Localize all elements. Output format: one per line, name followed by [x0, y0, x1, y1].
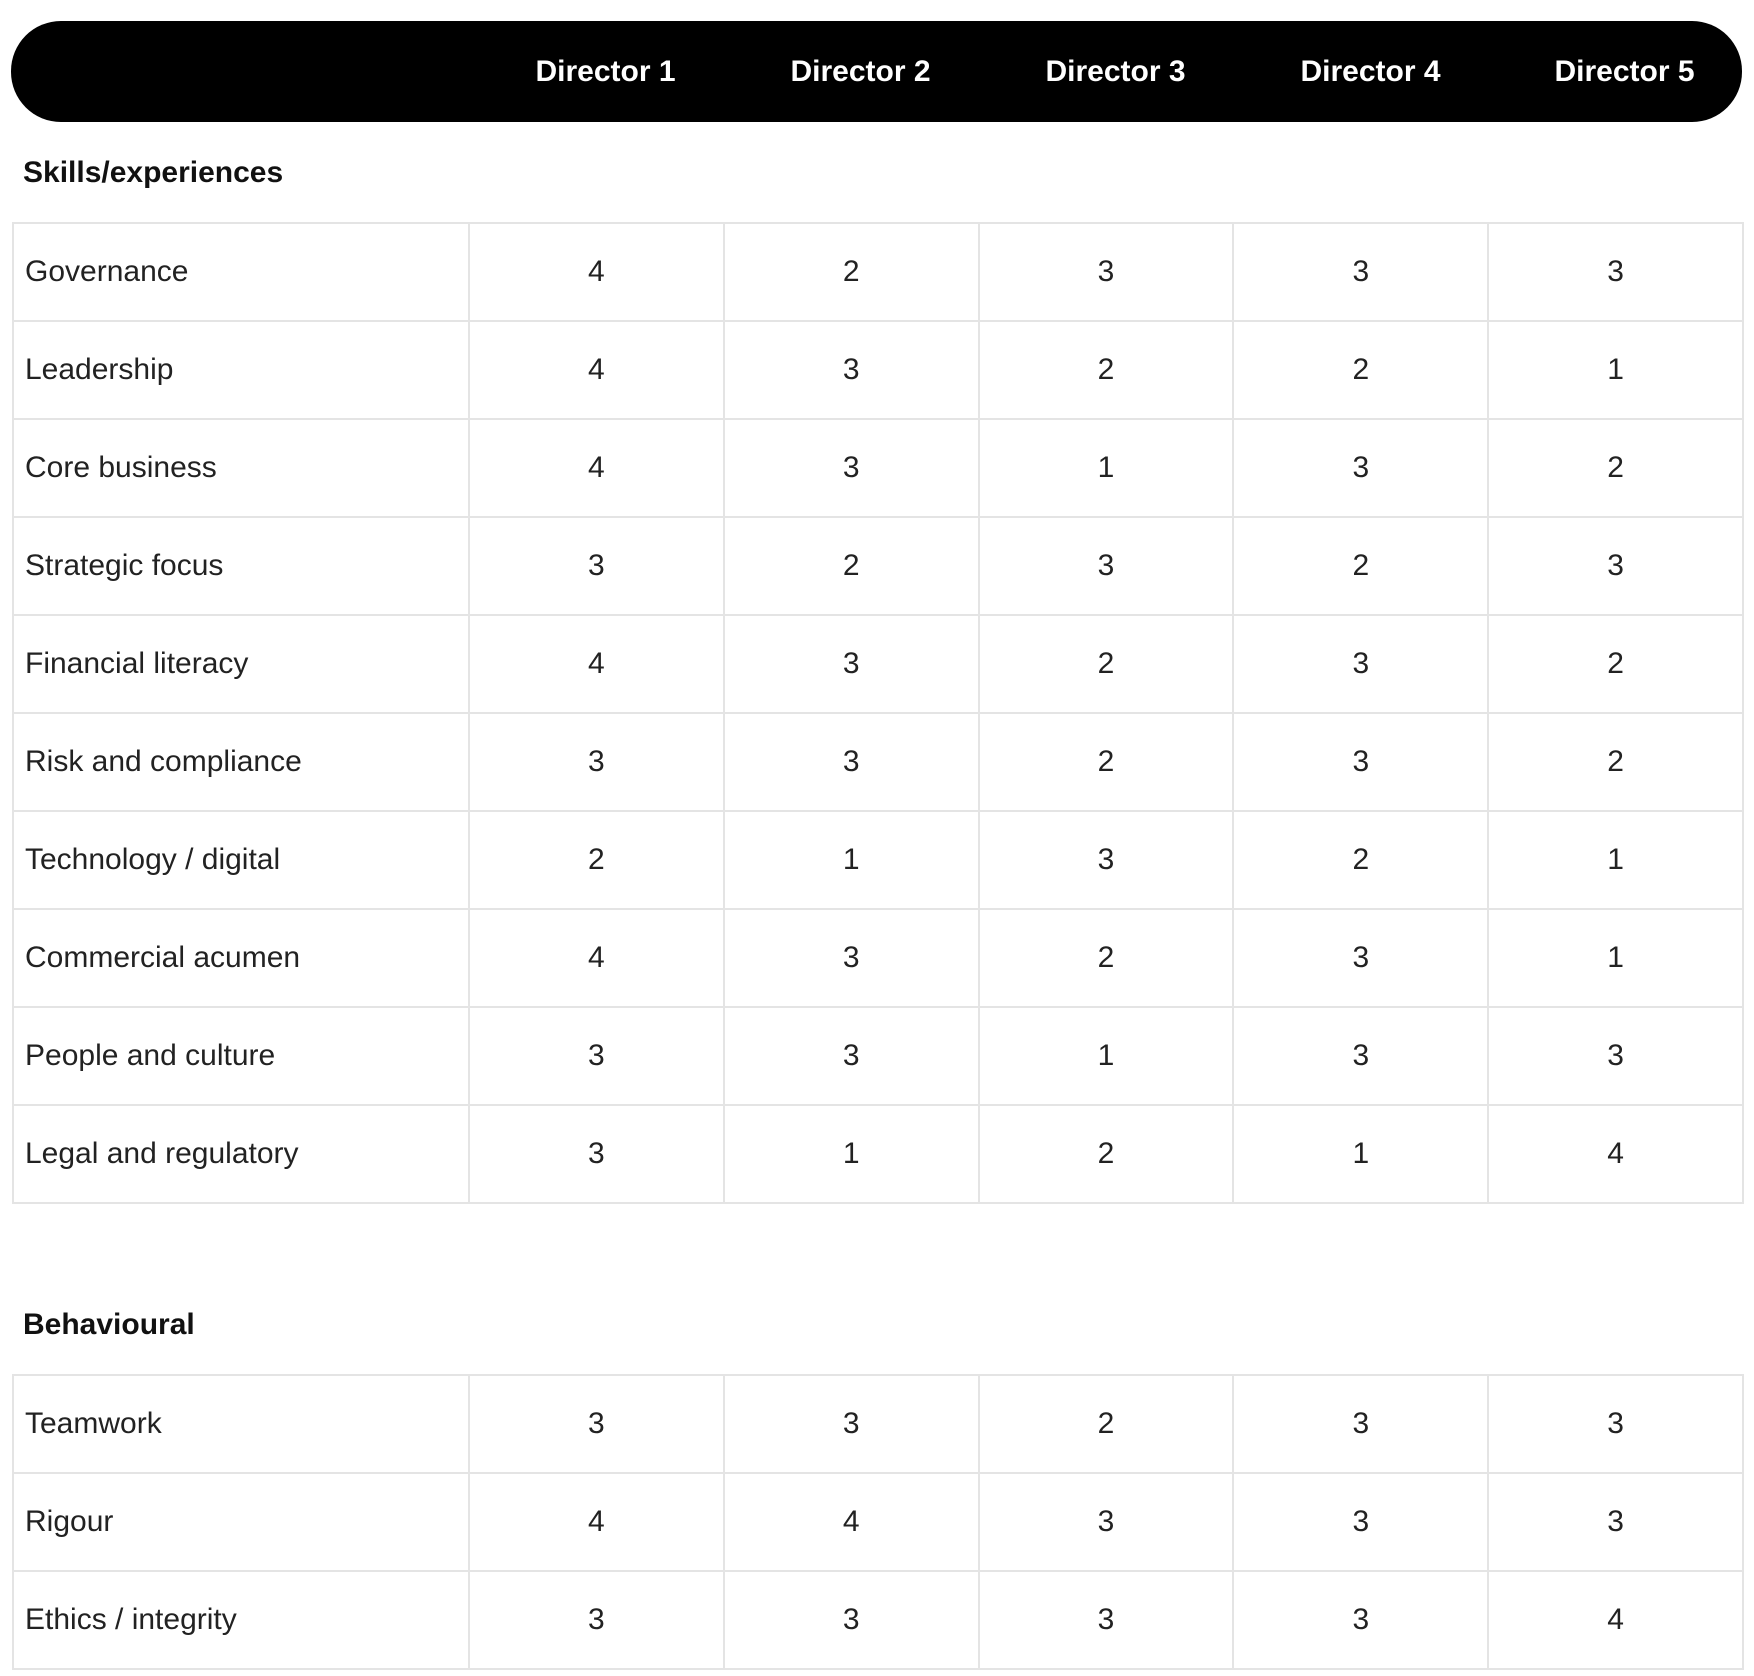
score-cell: 3 — [469, 1007, 724, 1105]
row-label: Leadership — [13, 321, 469, 419]
score-cell: 2 — [1233, 811, 1488, 909]
score-cell: 2 — [979, 1105, 1234, 1203]
row-label: Rigour — [13, 1473, 469, 1571]
table-row — [13, 419, 1743, 517]
score-cell: 3 — [979, 811, 1234, 909]
row-label: Ethics / integrity — [13, 1571, 469, 1669]
score-cell: 2 — [979, 713, 1234, 811]
header-bar — [11, 21, 1742, 122]
score-cell: 2 — [724, 517, 979, 615]
score-cell: 2 — [979, 615, 1234, 713]
row-label: Teamwork — [13, 1375, 469, 1473]
table-row — [13, 1473, 1743, 1571]
row-label: Risk and compliance — [13, 713, 469, 811]
table-row — [13, 1571, 1743, 1669]
table-row — [13, 321, 1743, 419]
score-cell: 3 — [1488, 1007, 1743, 1105]
score-cell: 1 — [1233, 1105, 1488, 1203]
score-cell: 3 — [1233, 1473, 1488, 1571]
score-cell: 3 — [1233, 713, 1488, 811]
score-cell: 3 — [724, 1375, 979, 1473]
row-label: People and culture — [13, 1007, 469, 1105]
column-header-director-2: Director 2 — [790, 54, 931, 88]
score-cell: 4 — [469, 1473, 724, 1571]
score-cell: 1 — [724, 1105, 979, 1203]
score-cell: 3 — [469, 713, 724, 811]
score-cell: 3 — [1488, 1375, 1743, 1473]
score-cell: 3 — [1233, 615, 1488, 713]
score-cell: 1 — [1488, 811, 1743, 909]
score-cell: 3 — [1488, 517, 1743, 615]
table-row — [13, 1375, 1743, 1473]
row-label: Financial literacy — [13, 615, 469, 713]
score-cell: 3 — [469, 1375, 724, 1473]
score-cell: 4 — [469, 223, 724, 321]
column-header-director-3: Director 3 — [1045, 54, 1186, 88]
row-label: Technology / digital — [13, 811, 469, 909]
score-cell: 2 — [1488, 419, 1743, 517]
table-row — [13, 909, 1743, 1007]
score-cell: 4 — [1488, 1105, 1743, 1203]
skills-table — [12, 222, 1744, 1204]
table-row — [13, 713, 1743, 811]
score-cell: 2 — [979, 909, 1234, 1007]
row-label: Core business — [13, 419, 469, 517]
score-cell: 3 — [724, 1007, 979, 1105]
score-cell: 3 — [724, 713, 979, 811]
score-cell: 2 — [1488, 615, 1743, 713]
score-cell: 1 — [724, 811, 979, 909]
table-row — [13, 223, 1743, 321]
row-label: Strategic focus — [13, 517, 469, 615]
score-cell: 4 — [469, 615, 724, 713]
score-cell: 3 — [979, 1571, 1234, 1669]
row-label: Governance — [13, 223, 469, 321]
score-cell: 2 — [724, 223, 979, 321]
column-header-director-1: Director 1 — [535, 54, 676, 88]
behavioural-table — [12, 1374, 1744, 1670]
score-cell: 3 — [1233, 909, 1488, 1007]
row-label: Legal and regulatory — [13, 1105, 469, 1203]
column-header-director-4: Director 4 — [1300, 54, 1441, 88]
table-row — [13, 811, 1743, 909]
score-cell: 3 — [469, 1571, 724, 1669]
score-cell: 3 — [1488, 223, 1743, 321]
table-row — [13, 615, 1743, 713]
score-cell: 3 — [1233, 1571, 1488, 1669]
score-cell: 2 — [1488, 713, 1743, 811]
table-row — [13, 1007, 1743, 1105]
score-cell: 2 — [469, 811, 724, 909]
score-cell: 2 — [1233, 517, 1488, 615]
score-cell: 1 — [1488, 321, 1743, 419]
section-title-behavioural: Behavioural — [23, 1308, 195, 1341]
score-cell: 3 — [724, 419, 979, 517]
score-cell: 3 — [979, 517, 1234, 615]
score-cell: 3 — [469, 1105, 724, 1203]
score-cell: 3 — [724, 909, 979, 1007]
score-cell: 3 — [724, 615, 979, 713]
section-title-skills: Skills/experiences — [23, 156, 284, 189]
score-cell: 3 — [979, 223, 1234, 321]
score-cell: 3 — [724, 1571, 979, 1669]
score-cell: 3 — [1233, 1375, 1488, 1473]
score-cell: 3 — [1233, 419, 1488, 517]
score-cell: 3 — [724, 321, 979, 419]
score-cell: 4 — [1488, 1571, 1743, 1669]
score-cell: 4 — [469, 909, 724, 1007]
score-cell: 4 — [469, 321, 724, 419]
score-cell: 2 — [979, 1375, 1234, 1473]
score-cell: 3 — [469, 517, 724, 615]
score-cell: 2 — [979, 321, 1234, 419]
score-cell: 3 — [1488, 1473, 1743, 1571]
column-header-director-5: Director 5 — [1554, 54, 1695, 88]
score-cell: 4 — [724, 1473, 979, 1571]
score-cell: 2 — [1233, 321, 1488, 419]
score-cell: 1 — [979, 419, 1234, 517]
row-label: Commercial acumen — [13, 909, 469, 1007]
score-cell: 3 — [1233, 223, 1488, 321]
table-row — [13, 517, 1743, 615]
score-cell: 3 — [979, 1473, 1234, 1571]
score-cell: 3 — [1233, 1007, 1488, 1105]
score-cell: 1 — [1488, 909, 1743, 1007]
table-row — [13, 1105, 1743, 1203]
score-cell: 4 — [469, 419, 724, 517]
score-cell: 1 — [979, 1007, 1234, 1105]
